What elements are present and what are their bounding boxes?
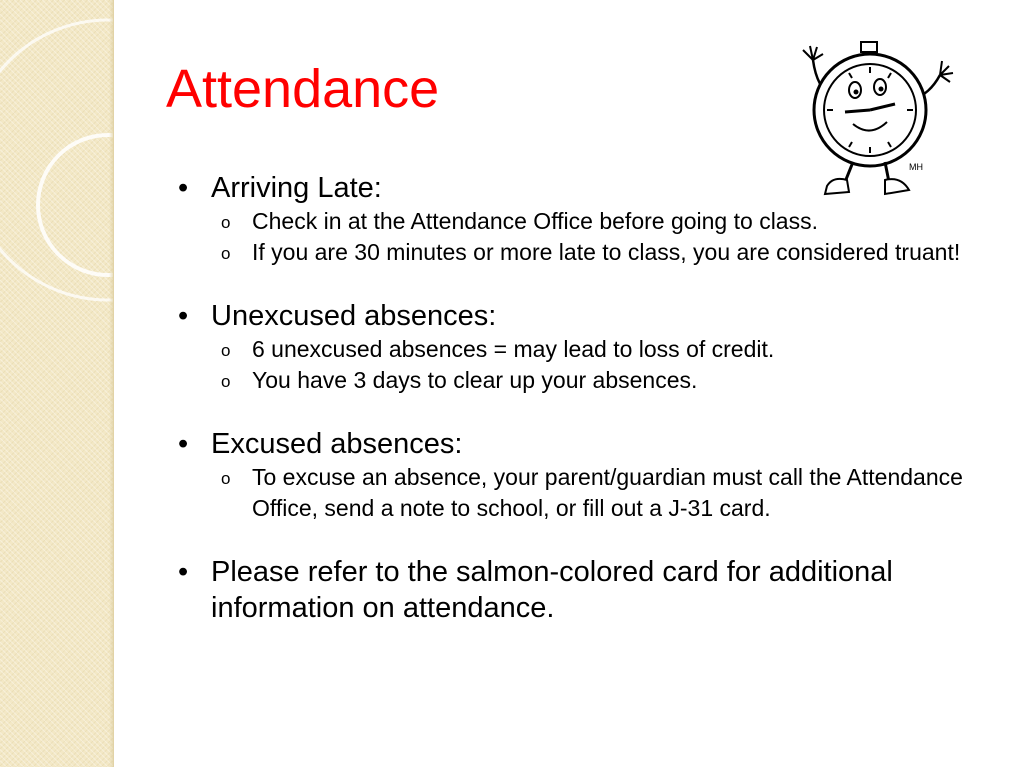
circle-bullet-icon: o xyxy=(221,469,231,488)
slide-title: Attendance xyxy=(166,59,440,119)
bullet-item xyxy=(178,298,978,334)
sub-bullet-text: Check in at the Attendance Office before going to class. xyxy=(252,208,818,234)
bullet-dot-icon: • xyxy=(178,556,189,588)
sub-bullet-text: If you are 30 minutes or more late to class, you are considered truant! xyxy=(252,239,961,265)
decorative-arcs xyxy=(0,0,113,767)
sub-bullet-text: To excuse an absence, your parent/guardian must call the Attendance Office, send a note to school, or fill out a J-31 card. xyxy=(252,464,963,521)
bullet-item xyxy=(178,170,978,206)
sub-bullet-item xyxy=(178,462,978,524)
circle-bullet-icon: o xyxy=(221,213,231,232)
sub-bullet-item xyxy=(178,365,978,396)
bullet-text: Please refer to the salmon-colored card for additional information on attendance. xyxy=(211,556,893,624)
bullet-item xyxy=(178,426,978,462)
bullet-dot-icon: • xyxy=(178,428,189,460)
decorative-side-band xyxy=(0,0,114,767)
sub-bullet-item xyxy=(178,237,978,268)
bullet-dot-icon: • xyxy=(178,172,189,204)
sub-bullet-text: 6 unexcused absences = may lead to loss of credit. xyxy=(252,336,775,362)
sub-bullet-text: You have 3 days to clear up your absences. xyxy=(252,367,698,393)
circle-bullet-icon: o xyxy=(221,372,231,391)
bullet-text: Arriving Late: xyxy=(211,172,382,204)
bullet-list xyxy=(178,170,978,626)
circle-bullet-icon: o xyxy=(221,341,231,360)
bullet-text: Excused absences: xyxy=(211,428,463,460)
bullet-dot-icon: • xyxy=(178,300,189,332)
bullet-item xyxy=(178,554,978,626)
svg-text:MH: MH xyxy=(909,162,923,172)
bullet-text: Unexcused absences: xyxy=(211,300,497,332)
sub-bullet-item xyxy=(178,206,978,237)
circle-bullet-icon: o xyxy=(221,244,231,263)
sub-bullet-item xyxy=(178,334,978,365)
